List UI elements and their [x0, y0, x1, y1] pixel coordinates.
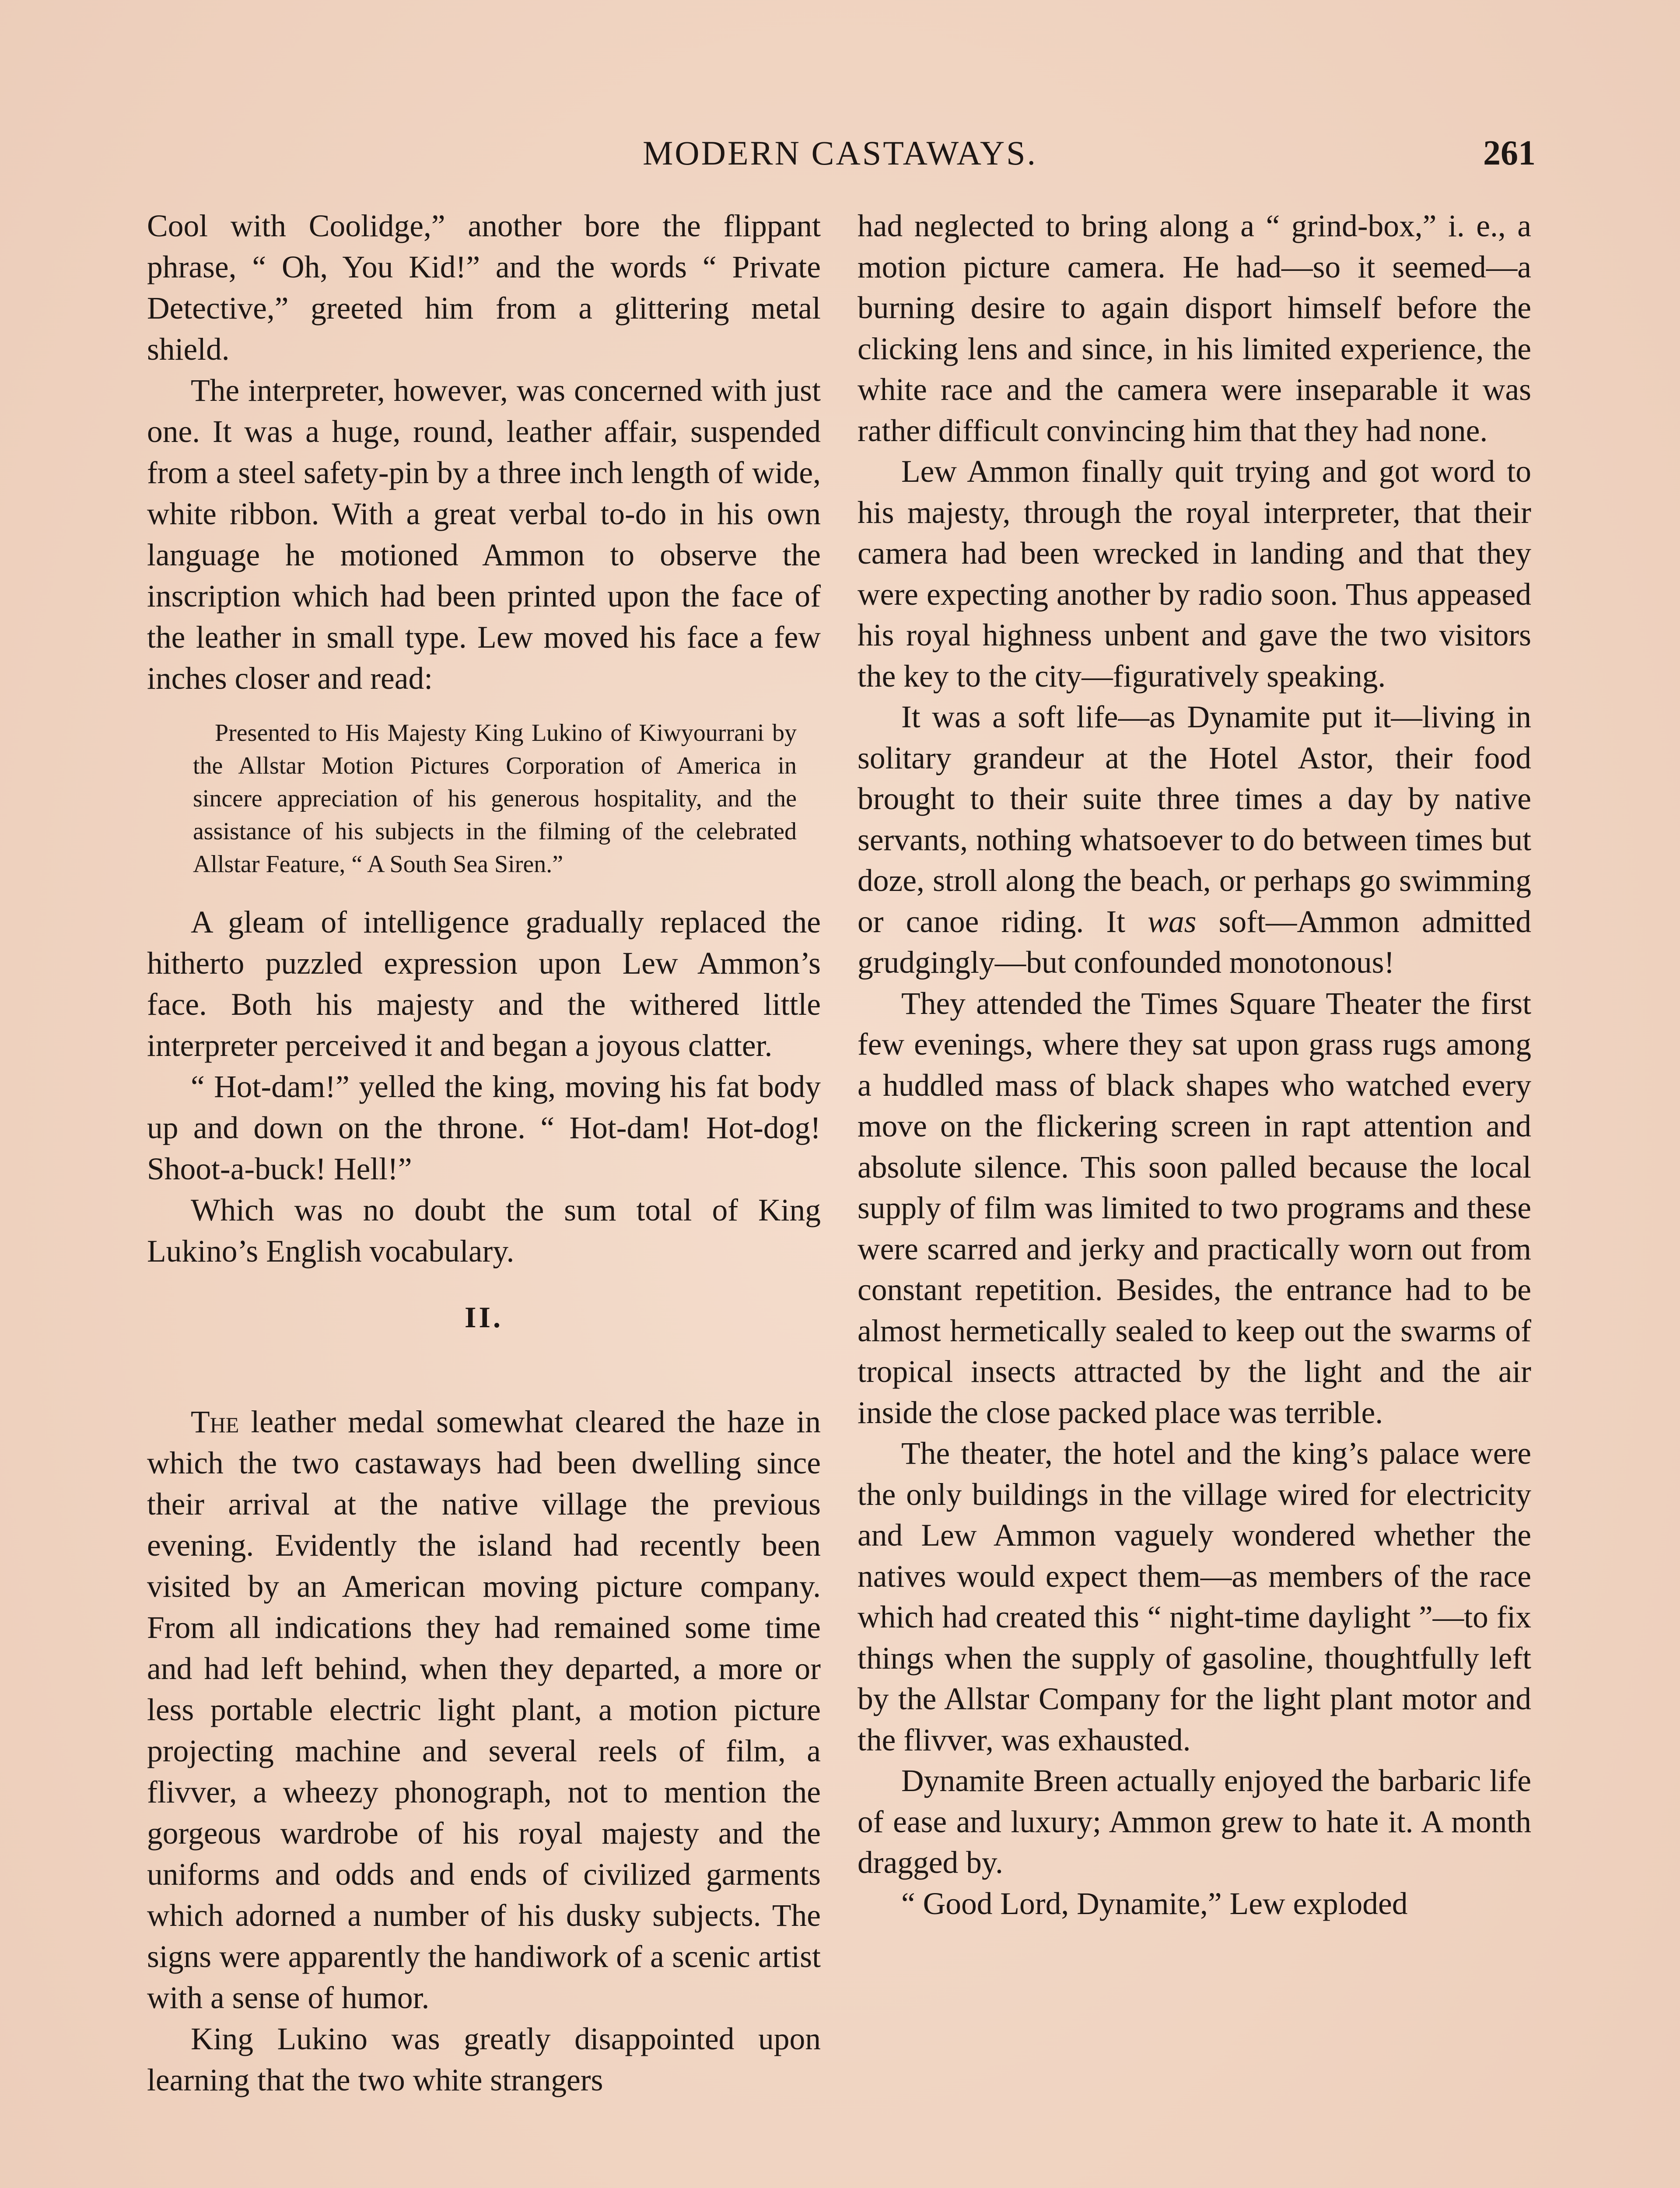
- paragraph: [858, 697, 1531, 983]
- page-number: 261: [1483, 134, 1536, 172]
- paragraph: “ Good Lord, Dynamite,” Lew exploded: [901, 1886, 1408, 1921]
- paragraph: A gleam of intelligence gradually replaced the hitherto puzzled expression upon Lew Ammon’s face. Both his majesty and the withered little interpreter perceived it and began a joyous clatter.: [147, 905, 821, 1063]
- paragraph: Which was no doubt the sum total of King Lukino’s English vocabulary.: [147, 1193, 821, 1269]
- section-heading: II.: [465, 1301, 503, 1334]
- paragraph: The theater, the hotel and the king’s palace were the only buildings in the village wired for electricity and Lew Ammon vaguely wondered whether the natives would expect them—as members of the race which had created this “ night-time daylight ”—to fix things when the supply of gasoline, thoughtfully left by the Allstar Company for the light plant motor and the flivver, was exhausted.: [858, 1436, 1531, 1757]
- paragraph: King Lukino was greatly disappointed upon learning that the two white strangers: [147, 2022, 821, 2097]
- paragraph: had neglected to bring along a “ grind-box,” i. e., a motion picture camera. He had—so it seemed—a burning desire to again disport himself before the clicking lens and since, in his limited experience, the white race and the camera were inseparable it was rather difficult convincing him that they had none.: [858, 209, 1531, 448]
- running-header: [144, 131, 1536, 175]
- paragraph: Lew Ammon finally quit trying and got word to his majesty, through the royal interpreter, that their camera had been wrecked in landing and that they were expecting another by radio soon. Thus appeased his royal highness unbent and gave the two visitors the key to the city—figuratively speaking.: [858, 454, 1531, 694]
- paragraph: Dynamite Breen actually enjoyed the barbaric life of ease and luxury; Ammon grew to hate it. A month dragged by.: [858, 1764, 1531, 1880]
- paragraph-text: leather medal somewhat cleared the haze in which the two castaways had been dwelling since their arrival at the native village the previous evening. Evidently the island had recently been visited by an American moving picture company. From all indications they had remained some time and had left behind, when they departed, a more or less portable electric light plant, a motion picture projecting machine and several reels of film, a flivver, a wheezy phonograph, not to mention the gorgeous wardrobe of his royal majesty and the uniforms and odds and ends of civilized garments which adorned a number of his dusky subjects. The signs were apparently the handiwork of a scenic artist with a sense of humor.: [147, 1405, 821, 2015]
- right-column: [858, 206, 1531, 1924]
- emphasis-text: was: [1148, 904, 1197, 939]
- paragraph-text: soft—Ammon admitted grudgingly—but confounded monotonous!: [858, 904, 1532, 980]
- drop-cap: The: [191, 1405, 239, 1439]
- paragraph: The interpreter, however, was concerned with just one. It was a huge, round, leather affair, suspended from a steel safety-pin by a three inch length of wide, white ribbon. With a great verbal to-do in his own language he motioned Ammon to observe the inscription which had been printed upon the face of the leather in small type. Lew moved his face a few inches closer and read:: [147, 373, 821, 696]
- medal-inscription-quote: Presented to His Majesty King Lukino of Kiwyourrani by the Allstar Motion Pictures Corporation of America in sincere appreciation of his generous hospitality, and the assistance of his subjects in the filming of the celebrated Allstar Feature, “ A South Sea Siren.”: [193, 719, 797, 878]
- paragraph: “ Hot-dam!” yelled the king, moving his fat body up and down on the throne. “ Hot-dam! Hot-dog! Shoot-a-buck! Hell!”: [147, 1069, 821, 1186]
- running-title: MODERN CASTAWAYS.: [642, 134, 1038, 172]
- paragraph-text: It was a soft life—as Dynamite put it—living in solitary grandeur at the Hotel Astor, their food brought to their suite three times a day by native servants, nothing whatsoever to do between times but doze, stroll along the beach, or perhaps go swimming or canoe riding. It: [858, 700, 1531, 939]
- paragraph: They attended the Times Square Theater the first few evenings, where they sat upon grass rugs among a huddled mass of black shapes who watched every move on the flickering screen in rapt attention and absolute silence. This soon palled because the local supply of film was limited to two programs and these were scarred and jerky and practically worn out from constant repetition. Besides, the entrance had to be almost hermetically sealed to keep out the swarms of tropical insects attracted by the light and the air inside the close packed place was terrible.: [858, 986, 1531, 1430]
- left-column: [147, 206, 821, 2101]
- paragraph: Cool with Coolidge,” another bore the flippant phrase, “ Oh, You Kid!” and the words “ Private Detective,” greeted him from a glittering metal shield.: [147, 209, 821, 367]
- paragraph: [147, 1402, 821, 2019]
